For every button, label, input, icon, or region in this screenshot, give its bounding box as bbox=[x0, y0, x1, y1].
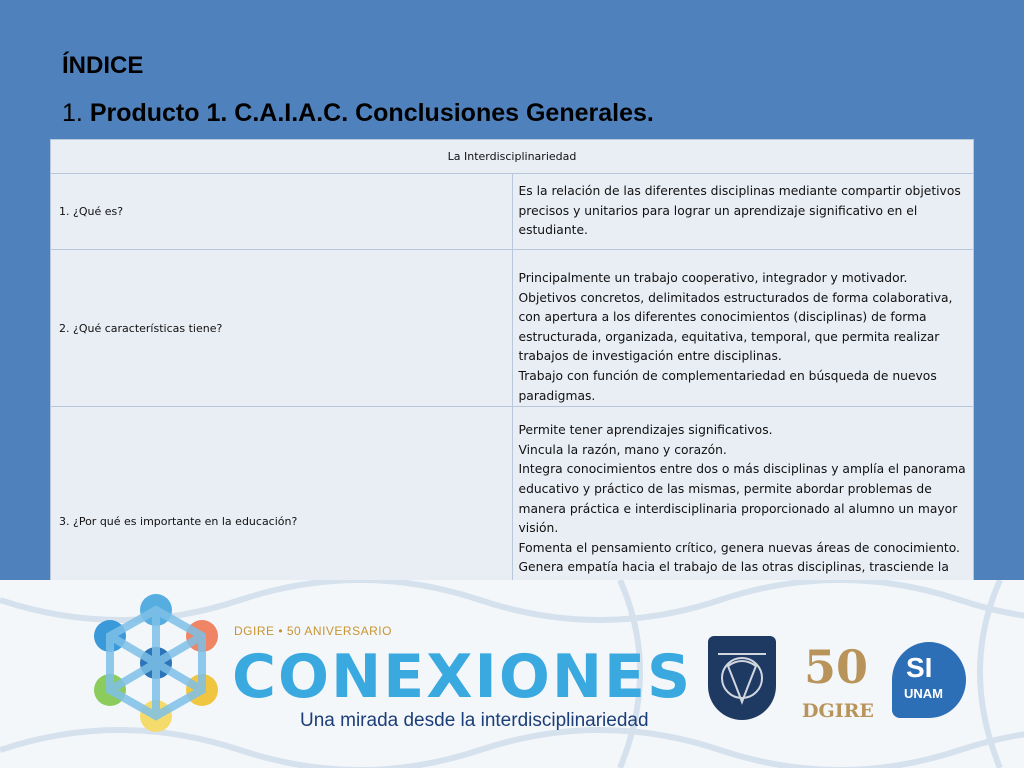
badge-number: 50 bbox=[804, 640, 869, 694]
si-somos-unam-badge bbox=[892, 642, 966, 718]
question-cell: 3. ¿Por qué es importante en la educación? bbox=[51, 407, 513, 638]
answer-line: Fomenta el pensamiento crítico, genera nuevas áreas de conocimiento. bbox=[518, 540, 960, 555]
answer-line: Principalmente un trabajo cooperativo, integrador y motivador. bbox=[518, 271, 908, 285]
interdisciplinary-table bbox=[50, 139, 974, 638]
index-heading: ÍNDICE bbox=[62, 52, 144, 79]
answer-cell bbox=[512, 250, 974, 407]
answer-line: Trabajo con función de complementariedad en búsqueda de nuevos paradigmas. bbox=[518, 368, 937, 403]
product-heading bbox=[62, 99, 654, 128]
table-title: La Interdisciplinariedad bbox=[51, 140, 974, 174]
answer-cell bbox=[512, 174, 974, 250]
unam-text: UNAM bbox=[904, 686, 943, 701]
product-title: Producto 1. C.A.I.A.C. Conclusiones Generales. bbox=[89, 99, 654, 127]
conexiones-wordmark: CONEXIONES bbox=[232, 642, 693, 712]
answer-line: Vincula la razón, mano y corazón. bbox=[518, 442, 727, 457]
answer-line: Permite tener aprendizajes significativos. bbox=[518, 423, 773, 438]
answer-line: Objetivos concretos, delimitados estructurados de forma colaborativa, con apertura a los diferentes conocimientos (disciplinas) de forma estructurada, organizada, equitativa, temporal, que permita realizar trabajos de investigación entre disciplinas. bbox=[518, 290, 953, 364]
answer-line: Integra conocimientos entre dos o más disciplinas y amplía el panorama educativo y práctico de las mismas, permite abordar problemas de manera práctica e interdisciplinaria proporcionado al alumno un mayor visión. bbox=[518, 462, 966, 536]
tagline: Una mirada desde la interdisciplinariedad bbox=[300, 710, 649, 731]
unam-shield-icon bbox=[708, 636, 776, 720]
anniversary-label: DGIRE • 50 ANIVERSARIO bbox=[234, 624, 392, 638]
si-text: SI bbox=[906, 652, 933, 683]
footer-banner bbox=[0, 580, 1024, 768]
conexiones-logo-icon bbox=[94, 594, 218, 732]
product-number: 1. bbox=[62, 99, 83, 127]
table-row bbox=[51, 250, 974, 407]
table-row bbox=[51, 174, 974, 250]
answer-line: Genera empatía hacia el trabajo de las otras disciplinas, trasciende la bbox=[518, 560, 949, 575]
answer-line: Es la relación de las diferentes disciplinas mediante compartir objetivos precisos y unitarios para lograr un aprendizaje significativo en el estudiante. bbox=[518, 184, 961, 238]
badge-label: DGIRE bbox=[802, 700, 874, 722]
question-cell: 2. ¿Qué características tiene? bbox=[51, 250, 513, 407]
question-cell: 1. ¿Qué es? bbox=[51, 174, 513, 250]
dgire-50-badge bbox=[796, 640, 880, 724]
